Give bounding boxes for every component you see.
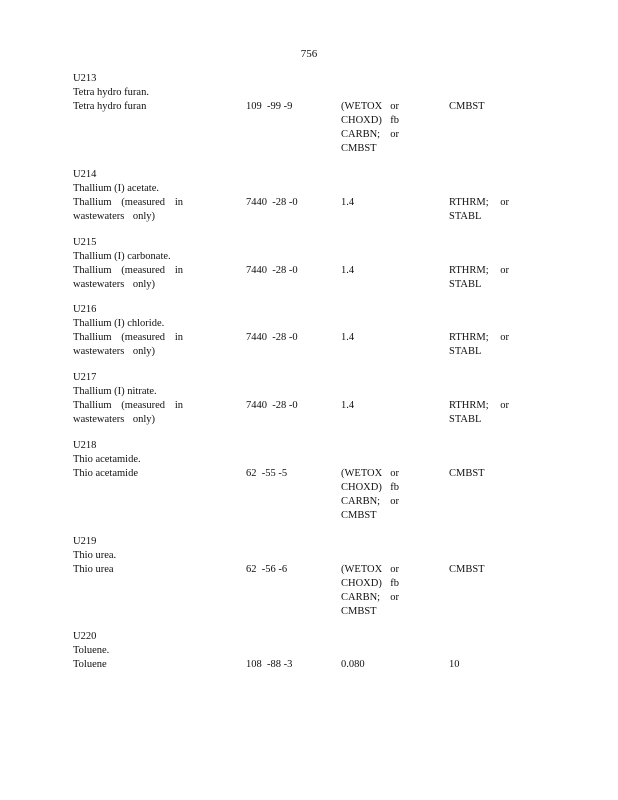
chemical-name: Thio acetamide. [73, 454, 141, 465]
nonwastewater-standard: RTHRM; or STABL [449, 197, 509, 222]
constituent-name: Thio urea [73, 564, 114, 575]
nonwastewater-standard: 10 [449, 659, 460, 670]
chemical-name: Thallium (I) nitrate. [73, 386, 157, 397]
entry-u213 [73, 72, 543, 154]
table-row [73, 467, 543, 521]
constituent-name: Thallium (measured in wastewaters only) [73, 265, 183, 290]
cas-number: 7440 -28 -0 [246, 197, 298, 208]
nonwastewater-standard: RTHRM; or STABL [449, 332, 509, 357]
wastewater-standard: 1.4 [341, 197, 355, 208]
table-row [73, 331, 543, 357]
page-number: 756 [300, 48, 318, 60]
cas-number: 62 -55 -5 [246, 468, 288, 479]
waste-code: U216 [73, 304, 97, 315]
chemical-name: Thallium (I) acetate. [73, 183, 159, 194]
chemical-name: Toluene. [73, 645, 110, 656]
waste-code: U219 [73, 536, 97, 547]
cas-number: 108 -88 -3 [246, 659, 293, 670]
wastewater-standard: 0.080 [341, 659, 365, 670]
waste-code: U217 [73, 372, 97, 383]
entry-u217 [73, 371, 543, 425]
cas-number: 62 -56 -6 [246, 564, 288, 575]
table-row [73, 563, 543, 617]
constituent-name: Toluene [73, 659, 107, 670]
table-row [73, 264, 543, 290]
cas-number: 7440 -28 -0 [246, 332, 298, 343]
waste-code: U220 [73, 631, 97, 642]
constituent-name: Thallium (measured in wastewaters only) [73, 332, 183, 357]
wastewater-standard: (WETOX or CHOXD) fb CARBN; or CMBST [341, 101, 399, 154]
entry-u219 [73, 535, 543, 617]
constituent-name: Tetra hydro furan [73, 101, 147, 112]
table-row [73, 399, 543, 425]
wastewater-standard: 1.4 [341, 332, 355, 343]
cas-number: 7440 -28 -0 [246, 400, 298, 411]
entry-u220 [73, 630, 543, 672]
nonwastewater-standard: CMBST [449, 564, 485, 575]
constituent-name: Thallium (measured in wastewaters only) [73, 197, 183, 222]
wastewater-standard: (WETOX or CHOXD) fb CARBN; or CMBST [341, 468, 399, 521]
waste-code: U214 [73, 169, 97, 180]
chemical-name: Tetra hydro furan. [73, 87, 149, 98]
entry-u216 [73, 303, 543, 357]
wastewater-standard: 1.4 [341, 265, 355, 276]
nonwastewater-standard: CMBST [449, 468, 485, 479]
entry-u214 [73, 168, 543, 222]
entry-u215 [73, 236, 543, 290]
table-row [73, 100, 543, 154]
chemical-name: Thio urea. [73, 550, 117, 561]
cas-number: 109 -99 -9 [246, 101, 293, 112]
nonwastewater-standard: RTHRM; or STABL [449, 265, 509, 290]
waste-code: U218 [73, 440, 97, 451]
nonwastewater-standard: RTHRM; or STABL [449, 400, 509, 425]
chemical-name: Thallium (I) carbonate. [73, 251, 171, 262]
waste-code: U215 [73, 237, 97, 248]
cas-number: 7440 -28 -0 [246, 265, 298, 276]
constituent-name: Thallium (measured in wastewaters only) [73, 400, 183, 425]
waste-code: U213 [73, 73, 97, 84]
constituent-name: Thio acetamide [73, 468, 139, 479]
wastewater-standard: 1.4 [341, 400, 355, 411]
table-row [73, 196, 543, 222]
nonwastewater-standard: CMBST [449, 101, 485, 112]
table-row [73, 658, 543, 672]
chemical-name: Thallium (I) chloride. [73, 318, 165, 329]
wastewater-standard: (WETOX or CHOXD) fb CARBN; or CMBST [341, 564, 399, 617]
entry-u218 [73, 439, 543, 521]
